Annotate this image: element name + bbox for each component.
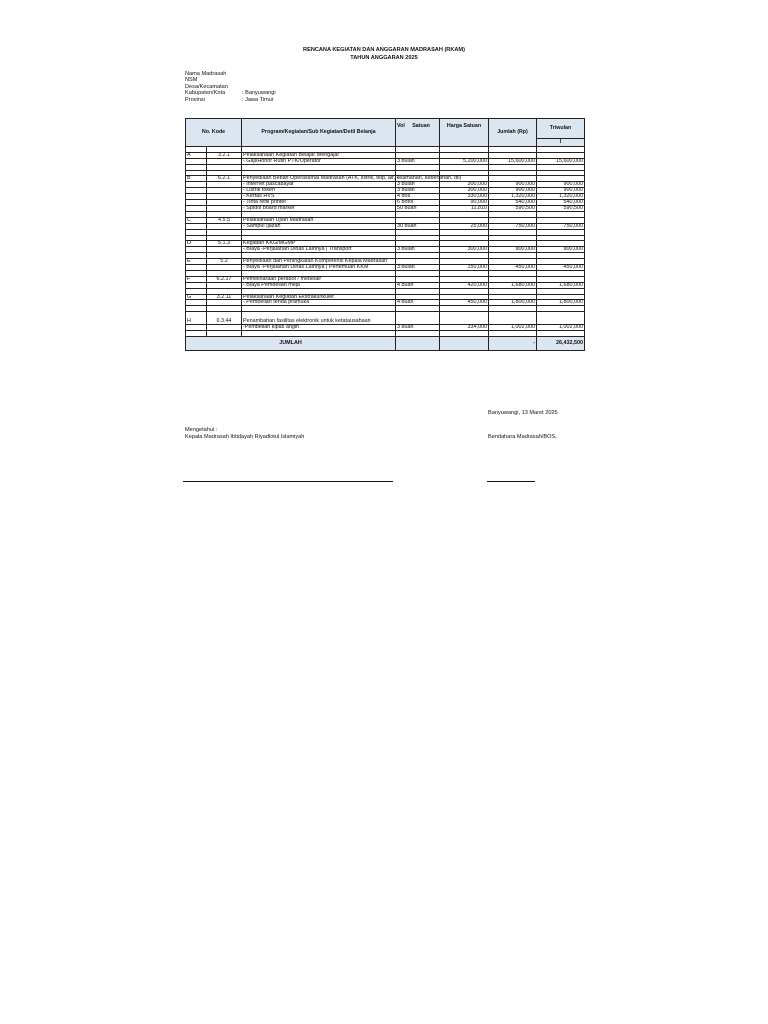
cell-no: A xyxy=(186,152,207,158)
cell-kode: 5.1.3 xyxy=(207,241,242,247)
kepala-madrasah-label: Kepala Madrasah Ibtidayah Riyadlotul Islamiyah xyxy=(185,434,305,440)
cell-description: - Listrik token xyxy=(242,188,396,194)
cell-no: D xyxy=(186,241,207,247)
cell-triwulan xyxy=(537,312,585,325)
cell-jumlah: 1,800,000 xyxy=(489,300,537,306)
cell-description: Kegiatan KKG/MGMP xyxy=(242,241,396,247)
info-label: Nama Madrasah xyxy=(185,71,227,77)
cell-vol-satuan: 3 bulan xyxy=(396,158,440,164)
cell-kode: 6.3.44 xyxy=(207,312,242,325)
cell-description: - Spidol board marker xyxy=(242,206,396,212)
cell-jumlah: 900,000 xyxy=(489,188,537,194)
cell-description: - Kertas HVS xyxy=(242,194,396,200)
cell-harga-satuan: 300,000 xyxy=(440,182,489,188)
info-label: NSM xyxy=(185,77,198,84)
header-triwulan: Triwulan xyxy=(537,119,585,139)
info-label: Provinsi xyxy=(185,96,205,103)
cell-triwulan: 1,680,000 xyxy=(537,282,585,288)
cell-description: - Biaya -Perjalanan Dinas Lainnya | Pertemuan KKM xyxy=(242,265,396,271)
mengetahui-label: Mengetahui : xyxy=(185,427,218,433)
cell-no: G xyxy=(186,294,207,300)
cell-jumlah: 750,000 xyxy=(489,223,537,229)
info-label: Kabupaten/Kota xyxy=(185,90,226,97)
cell-triwulan: 450,000 xyxy=(537,265,585,271)
cell-description: Pelaksanaan Kegiatan Belajar Mengajar xyxy=(242,152,396,158)
cell-triwulan: 15,600,000 xyxy=(537,158,585,164)
cell-harga-satuan: 450,000 xyxy=(440,300,489,306)
cell-jumlah: 1,680,000 xyxy=(489,282,537,288)
cell-harga-satuan: 300,000 xyxy=(440,247,489,253)
cell-no: B xyxy=(186,176,207,182)
cell-vol-satuan: 3 bulan xyxy=(396,182,440,188)
cell-harga-satuan: 330,000 xyxy=(440,194,489,200)
cell-description-text: Penyediaan dan Peningkatan Kompetensi Kepala Madrasah xyxy=(243,258,388,265)
header-vol-satuan xyxy=(396,119,440,147)
cell-description: Pelaksanaan Ujian Madrasah xyxy=(242,217,396,223)
cell-description: Penambahan fasilitas elektronik untuk ketatausahaan xyxy=(242,312,396,325)
cell-description: - Biaya -Perjalanan Dinas Lainnya | Transport xyxy=(242,247,396,253)
cell-harga-satuan: 300,000 xyxy=(440,188,489,194)
cell-harga-satuan: 25,000 xyxy=(440,223,489,229)
cell-description-text: Penyediaan Beban Operasional Madrasah (ATK, listrik, telp, air, keamanan, kebersihan, dll) xyxy=(243,175,462,182)
cell-description xyxy=(242,259,396,265)
cell-no: F xyxy=(186,276,207,282)
cell-triwulan: 1,800,000 xyxy=(537,300,585,306)
cell-vol-satuan: 6 botol xyxy=(396,200,440,206)
cell-harga-satuan: 150,000 xyxy=(440,265,489,271)
cell-triwulan: 750,000 xyxy=(537,223,585,229)
cell-vol-satuan: 50 buah xyxy=(396,206,440,212)
cell-kode: 6.2.1 xyxy=(207,176,242,182)
cell-kode: 3.2.11 xyxy=(207,294,242,300)
cell-description: - Gaji/Honor Rutin PTK/Operator xyxy=(242,158,396,164)
cell-vol-satuan: 30 buah xyxy=(396,223,440,229)
info-value: : Banyuwangi xyxy=(242,90,276,97)
cell-triwulan: 900,000 xyxy=(537,247,585,253)
cell-kode: 5.2 xyxy=(207,259,242,265)
cell-no: H xyxy=(186,312,207,325)
cell-description: Pelaksanaan Kegiatan Ekstrakurikuler xyxy=(242,294,396,300)
kepala-signature-line xyxy=(183,481,393,482)
cell-no: C xyxy=(186,217,207,223)
cell-description: Pemeliharaan perabot / mebelair xyxy=(242,276,396,282)
header-jumlah: Jumlah (Rp) xyxy=(489,119,537,147)
cell-description: - Sampul Ijazah xyxy=(242,223,396,229)
cell-harga-satuan xyxy=(440,312,489,325)
header-vol: Vol xyxy=(397,123,405,129)
cell-vol-satuan: 4 buah xyxy=(396,282,440,288)
header-triwulan-i: I xyxy=(537,139,585,147)
header-program: Program/Kegiatan/Sub Kegiatan/Detil Belanja xyxy=(242,119,396,147)
cell-jumlah: 540,000 xyxy=(489,200,537,206)
cell-jumlah: 1,002,000 xyxy=(489,325,537,331)
cell-triwulan: 1,320,000 xyxy=(537,194,585,200)
cell-jumlah: 15,600,000 xyxy=(489,158,537,164)
cell-description: - Tinta refill printer xyxy=(242,200,396,206)
header-satuan: Satuan xyxy=(412,123,430,129)
total-label: JUMLAH xyxy=(186,337,396,351)
cell-jumlah: 900,000 xyxy=(489,182,537,188)
cell-jumlah xyxy=(489,312,537,325)
cell-triwulan: 540,000 xyxy=(537,200,585,206)
cell-kode: 4.5.5 xyxy=(207,217,242,223)
cell-description: - Internet pascabayar xyxy=(242,182,396,188)
bendahara-signature-line xyxy=(487,481,535,482)
cell-description: - Pembelian tenda pramuka xyxy=(242,300,396,306)
place-date: Banyuwangi, 13 Maret 2025 xyxy=(488,410,558,416)
cell-vol-satuan: 4 buah xyxy=(396,300,440,306)
cell-description: -Pembelian kipas angin xyxy=(242,325,396,331)
cell-kode: 3.2.1 xyxy=(207,152,242,158)
total-row xyxy=(186,337,585,351)
header-no-kode: No. Kode xyxy=(186,119,242,147)
bendahara-label: Bendahara Madrasah/BOS, xyxy=(488,434,557,440)
rkam-table xyxy=(185,118,585,351)
cell-vol-satuan xyxy=(396,312,440,325)
cell-vol-satuan: 3 buah xyxy=(396,325,440,331)
document-title: RENCANA KEGIATAN DAN ANGGARAN MADRASAH (RKAM) xyxy=(303,47,465,53)
cell-jumlah: 590,500 xyxy=(489,206,537,212)
total-harga-cell xyxy=(440,337,489,351)
table-row xyxy=(186,312,585,325)
total-jumlah: - xyxy=(489,337,537,351)
info-value: : Jawa Timur xyxy=(242,96,274,103)
cell-vol-satuan: 3 bulan xyxy=(396,188,440,194)
header-harga-satuan: Harga Satuan xyxy=(440,119,489,147)
info-label: Desa/Kecamatan xyxy=(185,83,228,90)
cell-jumlah: 1,320,000 xyxy=(489,194,537,200)
total-vol-cell xyxy=(396,337,440,351)
info-row xyxy=(185,97,276,103)
cell-harga-satuan: 334,000 xyxy=(440,325,489,331)
cell-harga-satuan: 11,810 xyxy=(440,206,489,212)
cell-harga-satuan: 5,200,000 xyxy=(440,158,489,164)
cell-triwulan: 1,002,000 xyxy=(537,325,585,331)
cell-vol-satuan: 3 bulan xyxy=(396,265,440,271)
cell-harga-satuan: 420,000 xyxy=(440,282,489,288)
cell-description: - Biaya Pembelian meja xyxy=(242,282,396,288)
cell-no: E xyxy=(186,259,207,265)
cell-jumlah: 900,000 xyxy=(489,247,537,253)
cell-triwulan: 900,000 xyxy=(537,182,585,188)
total-triwulan: 26,432,500 xyxy=(537,337,585,351)
cell-jumlah: 450,000 xyxy=(489,265,537,271)
cell-triwulan: 900,000 xyxy=(537,188,585,194)
school-info xyxy=(185,71,276,103)
cell-harga-satuan: 90,000 xyxy=(440,200,489,206)
cell-triwulan: 590,500 xyxy=(537,206,585,212)
document-subtitle: TAHUN ANGGARAN 2025 xyxy=(350,55,418,61)
cell-vol-satuan: 4 dos xyxy=(396,194,440,200)
cell-vol-satuan: 3 bulan xyxy=(396,247,440,253)
cell-kode: 6.2.17 xyxy=(207,276,242,282)
